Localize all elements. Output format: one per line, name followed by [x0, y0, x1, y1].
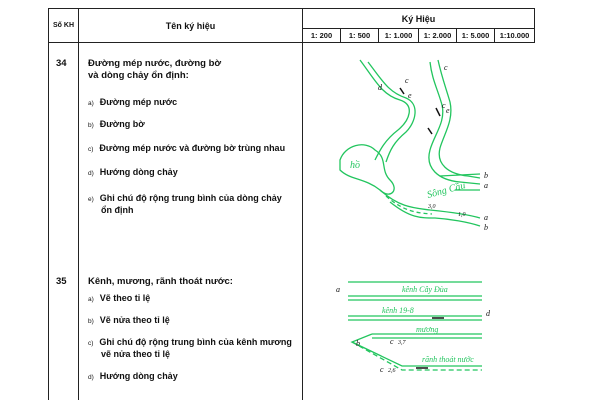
header-no: Số KH [49, 9, 79, 43]
river-label-d1: d [378, 83, 382, 92]
canal-label-d: d [486, 309, 490, 318]
row34-title-1: Đường mép nước, đường bờ [88, 58, 222, 69]
river-label-e1: e [408, 91, 412, 100]
col-line-name [302, 42, 303, 400]
scale-5000: 1: 5.000 [457, 29, 495, 43]
scale-1000: 1: 1.000 [379, 29, 419, 43]
river-label-a1: a [484, 181, 488, 190]
scale-10000: 1:10.000 [495, 29, 535, 43]
row35-item-c-cont: vẽ nửa theo tỉ lệ [101, 349, 171, 359]
row34-item-d: d) Hướng dòng chảy [88, 167, 178, 177]
header-symbol: Ký Hiệu [303, 9, 535, 29]
canal-label-a: a [336, 285, 340, 294]
row35-title: Kênh, mương, rãnh thoát nước: [88, 276, 233, 287]
row34-title-2: và dòng chảy ổn định: [88, 70, 189, 81]
canal-label-c2: c [380, 365, 384, 374]
row35-item-a: a) Vẽ theo tỉ lệ [88, 293, 151, 303]
canal-symbol [332, 272, 502, 382]
river-label-c1: c [405, 76, 409, 85]
row35-number: 35 [56, 276, 67, 287]
river-label-a2: a [484, 213, 488, 222]
row34-item-e: e) Ghi chú độ rộng trung bình của dòng chảy [88, 193, 282, 203]
river-label-c2: c [444, 63, 448, 72]
river-symbol [320, 50, 520, 240]
lake-label: hồ [350, 160, 360, 171]
row34-item-b: b) Đường bờ [88, 119, 145, 129]
canal-width-2: 2,6 [388, 368, 396, 374]
row35-item-d: d) Hướng dòng chảy [88, 371, 178, 381]
river-name-label: Sông Cầu [425, 180, 467, 201]
canal-name-2: kênh 19-8 [382, 306, 414, 315]
scale-2000: 1: 2.000 [419, 29, 457, 43]
drain-label: rãnh thoát nước [422, 355, 474, 364]
canal-label-b: b [356, 339, 360, 348]
row34-item-a: a) Đường mép nước [88, 97, 178, 107]
row34-item-c: c) Đường mép nước và đường bờ trùng nhau [88, 143, 286, 153]
river-label-c3: c [442, 101, 446, 110]
scale-500: 1: 500 [341, 29, 379, 43]
river-width-1: 3,0 [428, 204, 436, 210]
col-line-left [48, 42, 49, 400]
row35-item-c: c) Ghi chú độ rộng trung bình của kênh mương [88, 337, 292, 347]
canal-width-1: 3,7 [398, 340, 406, 346]
canal-name-1: kênh Cây Đùa [402, 285, 448, 294]
table-header [48, 8, 535, 43]
river-label-e2: e [446, 106, 450, 115]
river-label-b2: b [484, 223, 488, 232]
river-width-2: 1,0 [458, 212, 466, 218]
canal-label-c1: c [390, 337, 394, 346]
header-name: Tên ký hiệu [79, 9, 303, 43]
ditch-label: mương [416, 325, 439, 334]
river-label-b1: b [484, 171, 488, 180]
row34-number: 34 [56, 58, 67, 69]
row35-item-b: b) Vẽ nửa theo tỉ lệ [88, 315, 170, 325]
col-line-no [78, 42, 79, 400]
scale-200: 1: 200 [303, 29, 341, 43]
row34-item-e-cont: ổn định [101, 205, 134, 215]
